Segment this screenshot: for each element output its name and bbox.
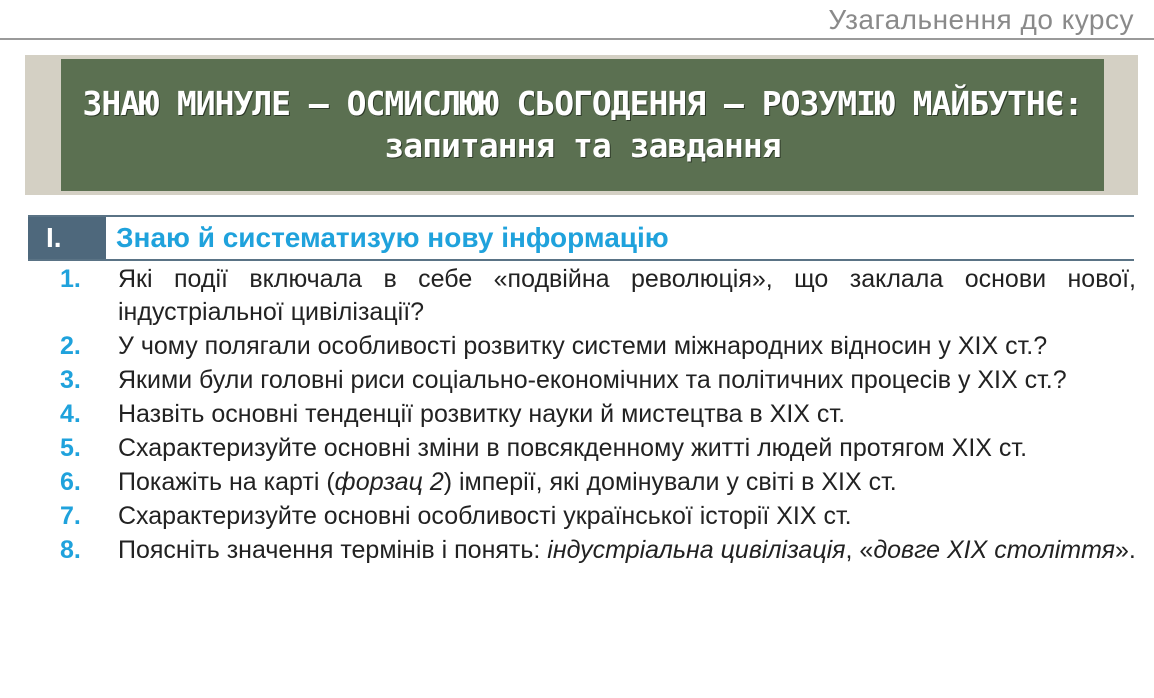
question-item <box>60 364 1136 397</box>
banner-title-line1: ЗНАЮ МИНУЛЕ – ОСМИСЛЮЮ СЬОГОДЕННЯ – РОЗУМІЮ МАЙБУТНЄ: <box>82 83 1083 123</box>
question-item <box>60 330 1136 363</box>
map-reference: форзац 2 <box>334 468 444 496</box>
question-text-part: ». <box>1115 536 1136 564</box>
question-number: 1. <box>60 265 81 293</box>
question-text: У чому полягали особливості розвитку системи міжнародних відносин у XIX ст.? <box>118 332 1048 360</box>
question-text-part: , « <box>845 536 874 564</box>
question-text: Схарактеризуйте основні особливості української історії XIX ст. <box>118 502 852 530</box>
question-text <box>118 466 1136 499</box>
question-item <box>60 500 1136 533</box>
term-italic: довге XIX століття <box>873 536 1116 564</box>
section-title: Знаю й систематизую нову інформацію <box>116 222 669 253</box>
question-number: 4. <box>60 400 81 428</box>
question-text-part: ) імперії, які домінували у світі в XIX ст. <box>443 468 897 496</box>
question-text-part: Покажіть на карті ( <box>118 468 335 496</box>
question-text: Які події включала в себе «подвійна революція», що заклала основи нової, індустріальної цивілізації? <box>118 265 1136 326</box>
question-text: Назвіть основні тенденції розвитку науки й мистецтва в XIX ст. <box>118 400 846 428</box>
question-number: 8. <box>60 536 81 564</box>
question-number: 7. <box>60 502 81 530</box>
section-header <box>28 215 1134 261</box>
title-banner <box>25 55 1138 195</box>
section-number: I. <box>28 217 106 259</box>
question-number: 2. <box>60 332 81 360</box>
question-text: Якими були головні риси соціально-економічних та політичних процесів у XIX ст.? <box>118 366 1067 394</box>
question-number: 3. <box>60 366 81 394</box>
header-divider <box>0 38 1154 40</box>
question-item <box>60 432 1136 465</box>
question-item <box>60 466 1136 499</box>
question-text-part: Поясніть значення термінів і понять: <box>118 536 548 564</box>
question-item <box>60 398 1136 431</box>
question-number: 6. <box>60 468 81 496</box>
question-item <box>60 534 1136 567</box>
question-number: 5. <box>60 434 81 462</box>
question-list <box>60 263 1136 568</box>
title-banner-panel <box>61 59 1104 191</box>
question-text <box>118 534 1136 567</box>
term-italic: індустріальна цивілізація <box>547 536 846 564</box>
running-head: Узагальнення до курсу <box>828 4 1134 35</box>
question-item <box>60 263 1136 329</box>
banner-title-line2: запитання та завдання <box>384 126 781 165</box>
question-text: Схарактеризуйте основні зміни в повсякденному житті людей протягом XIX ст. <box>118 434 1028 462</box>
